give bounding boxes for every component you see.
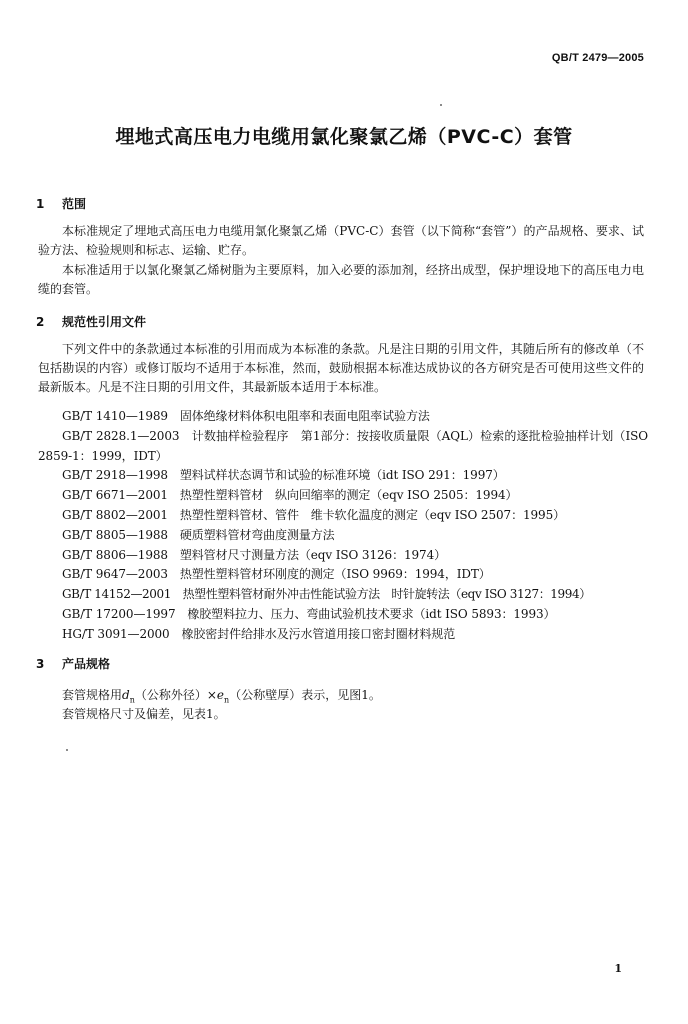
page-number: 1 (614, 962, 622, 975)
reference-item: GB/T 9647—2003 热塑性塑料管材环刚度的测定（ISO 9969：1994，IDT） (62, 567, 491, 582)
section-title: 范围 (62, 197, 87, 211)
spec-text: （公称外径）× (134, 688, 217, 702)
section-number: 1 (36, 197, 45, 211)
section-1-paragraph-2: 本标准适用于以氯化聚氯乙烯树脂为主要原料，加入必要的添加剂，经挤出成型，保护埋设地下的高压电力电缆的套管。 (38, 263, 644, 297)
section-title: 产品规格 (62, 657, 111, 671)
spec-text: 套管规格用 (62, 688, 123, 702)
section-2-heading (36, 313, 146, 330)
section-number: 2 (36, 315, 45, 329)
section-2-paragraph-1: 下列文件中的条款通过本标准的引用而成为本标准的条款。凡是注日期的引用文件，其随后所有的修改单（不包括勘误的内容）或修订版均不适用于本标准，然而，鼓励根据本标准达成协议的各方研究是否可使用这些文件的最新版本。凡是不注日期的引用文件，其最新版本适用于本标准。 (38, 342, 644, 395)
reference-item: GB/T 2918—1998 塑料试样状态调节和试验的标准环境（idt ISO 291：1997） (62, 468, 505, 483)
nominal-wall-symbol: e (216, 688, 225, 702)
nominal-diameter-symbol: d (122, 688, 130, 702)
normative-references-list (38, 407, 648, 645)
document-title: 埋地式高压电力电缆用氯化聚氯乙烯（PVC-C）套管 (115, 126, 573, 148)
reference-item: GB/T 1410—1989 固体绝缘材料体积电阻率和表面电阻率试验方法 (62, 409, 430, 423)
section-title: 规范性引用文件 (62, 315, 147, 329)
reference-item: GB/T 2828.1—2003 计数抽样检验程序 第1部分：按接收质量限（AQL）检索的逐批检验抽样计划（ISO 2859-1：1999，IDT） (38, 428, 648, 463)
reference-item: HG/T 3091—2000 橡胶密封件给排水及污水管道用接口密封圈材料规范 (62, 626, 456, 641)
reference-item: GB/T 8805—1988 硬质塑料管材弯曲度测量方法 (62, 527, 335, 542)
symbol-subscript: n (129, 695, 135, 705)
symbol-subscript: n (224, 695, 230, 705)
section-3-paragraph-2: 套管规格尺寸及偏差，见表1。 (62, 707, 226, 721)
spec-text: （公称壁厚）表示，见图1。 (229, 688, 381, 702)
section-1-heading (36, 195, 86, 212)
scan-speck (66, 749, 68, 751)
standard-code: QB/T 2479—2005 (551, 52, 644, 64)
reference-item: GB/T 6671—2001 热塑性塑料管材 纵向回缩率的测定（eqv ISO 2505：1994） (62, 488, 518, 503)
scan-speck (440, 104, 442, 106)
reference-item: GB/T 17200—1997 橡胶塑料拉力、压力、弯曲试验机技术要求（idt ISO 5893：1993） (62, 606, 556, 621)
reference-item: GB/T 14152—2001 热塑性塑料管材耐外冲击性能试验方法 时针旋转法（eqv ISO 3127：1994） (62, 587, 591, 602)
section-3-heading (36, 655, 110, 672)
section-number: 3 (36, 657, 45, 671)
section-1-paragraph-1: 本标准规定了埋地式高压电力电缆用氯化聚氯乙烯（PVC-C）套管（以下简称“套管”）的产品规格、要求、试验方法、检验规则和标志、运输、贮存。 (38, 224, 644, 258)
reference-item: GB/T 8806—1988 塑料管材尺寸测量方法（eqv ISO 3126：1974） (62, 547, 447, 562)
reference-item: GB/T 8802—2001 热塑性塑料管材、管件 维卡软化温度的测定（eqv ISO 2507：1995） (62, 507, 566, 522)
